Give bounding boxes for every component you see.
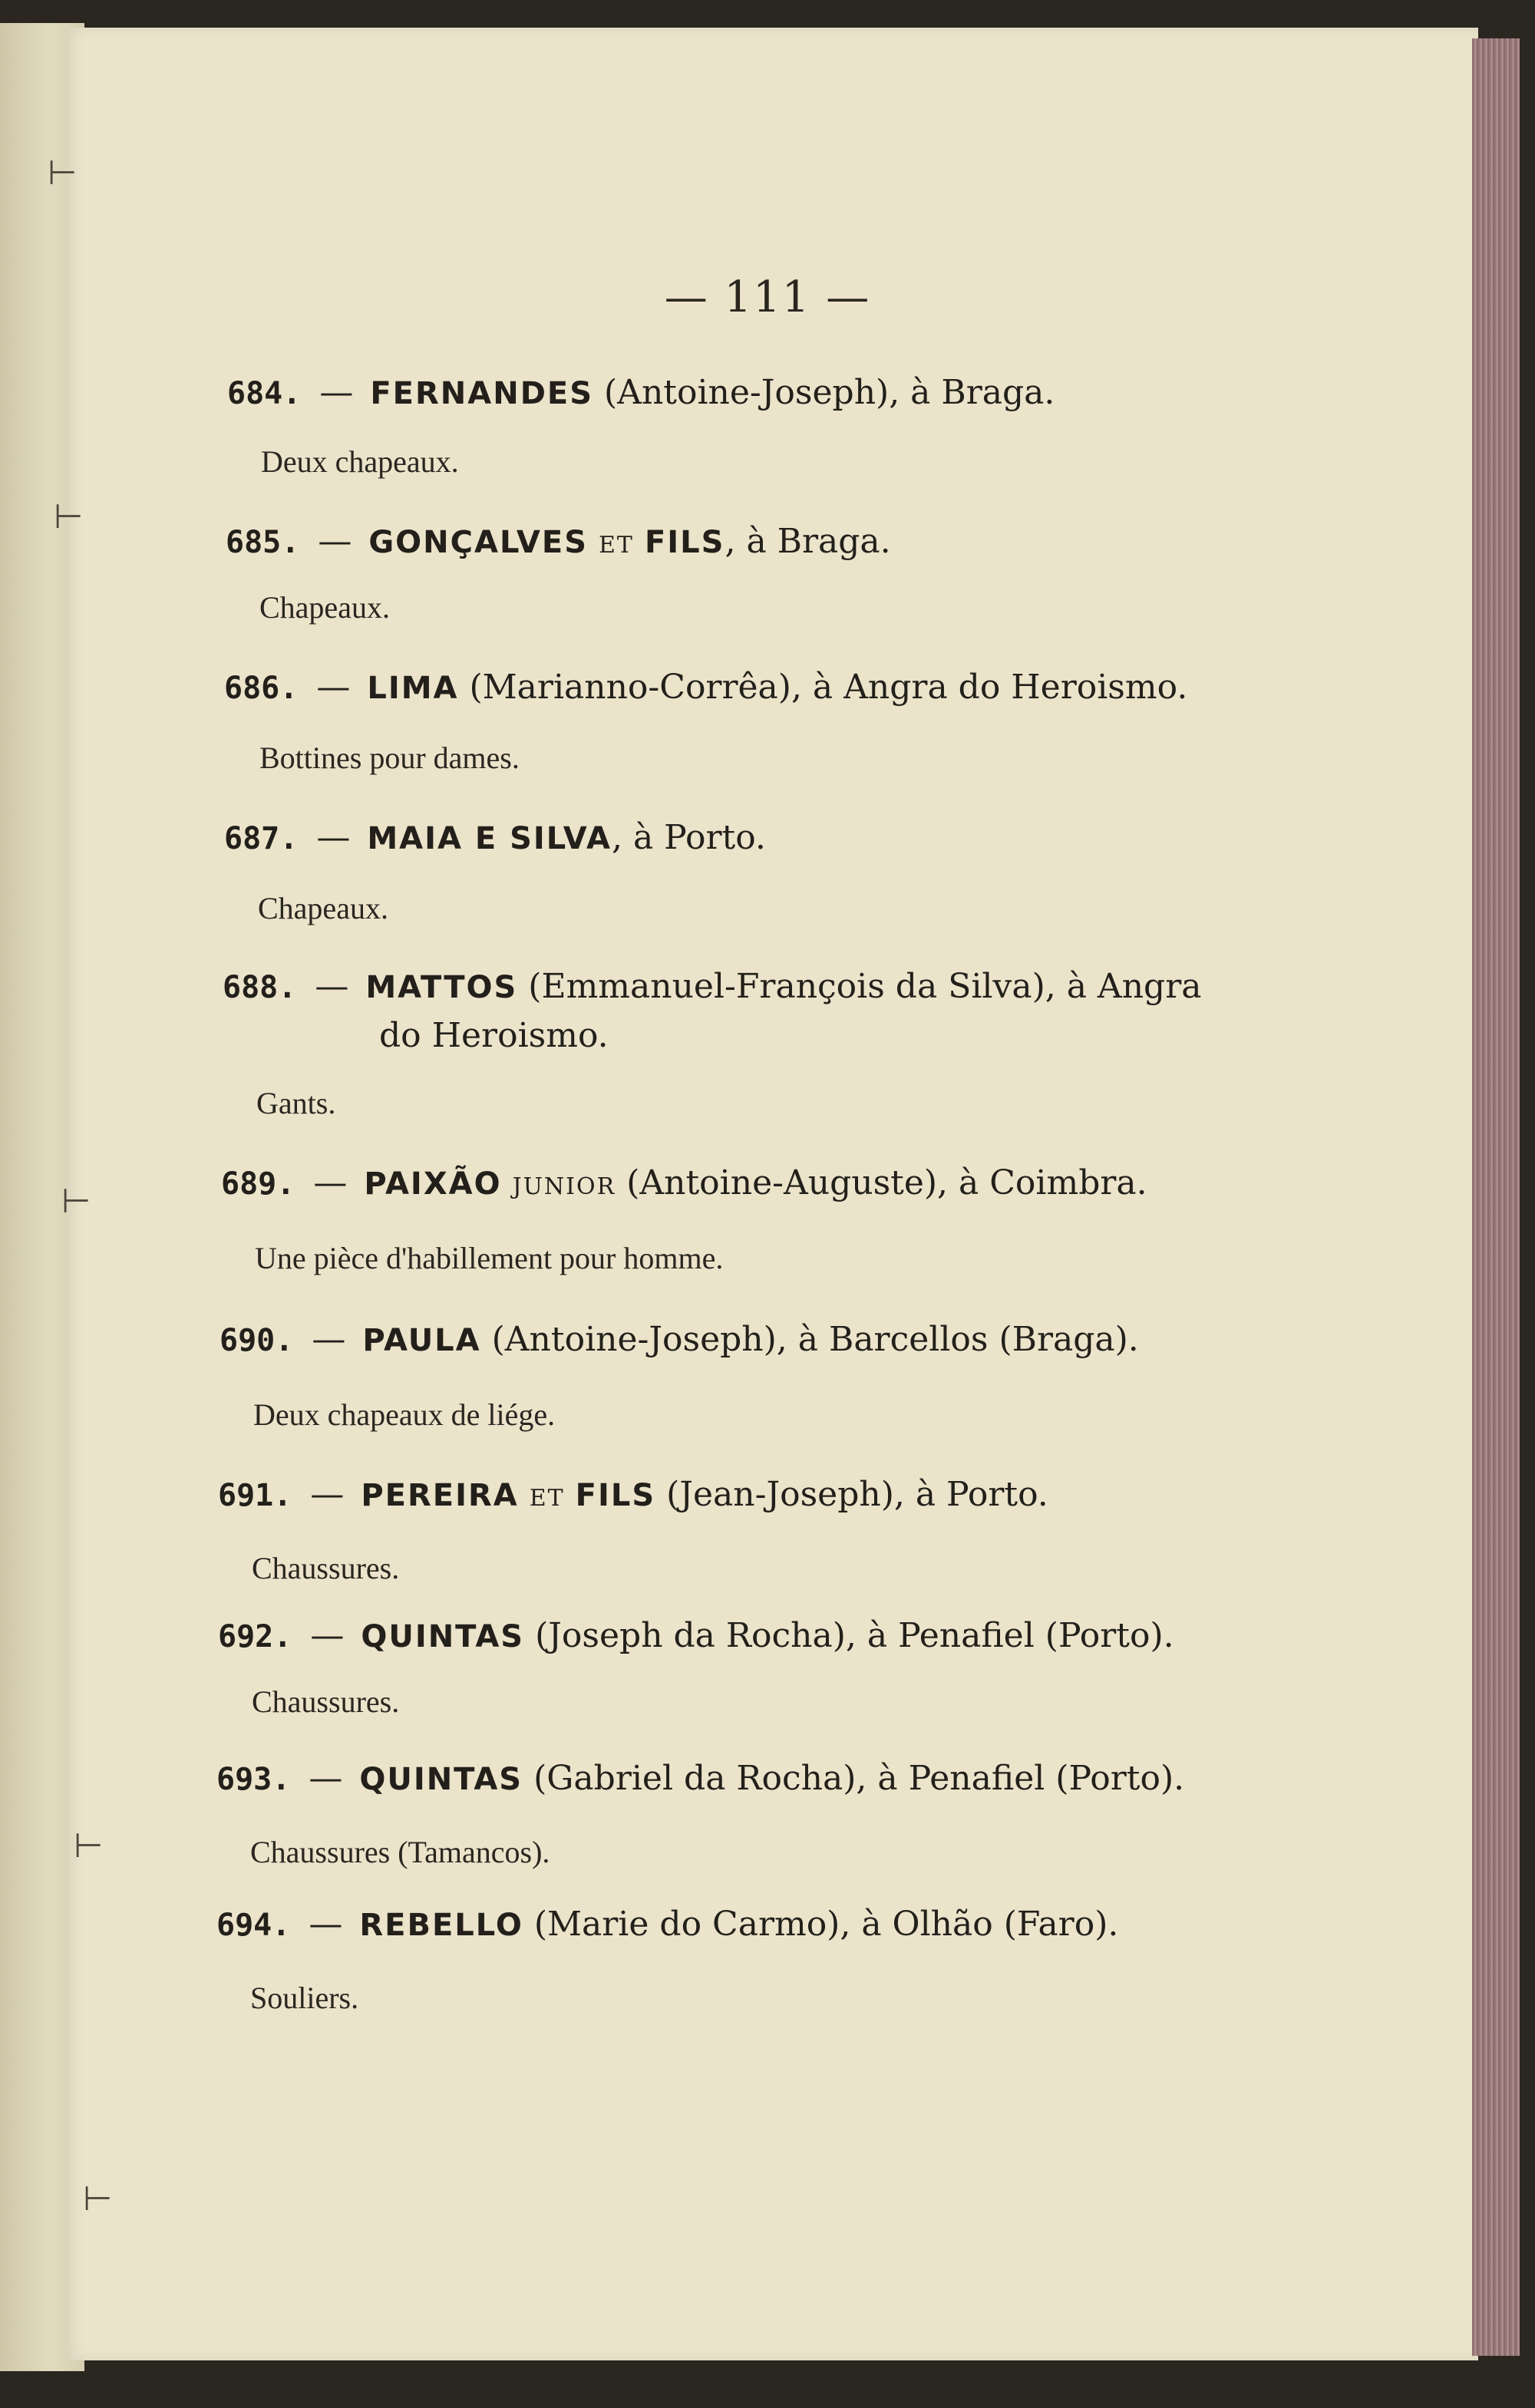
entry-685 (226, 516, 891, 572)
entry-number: 689. (221, 1166, 295, 1202)
entry-688 (223, 961, 1201, 1014)
entry-description: Chapeaux. (258, 891, 388, 925)
entry-rest: (Antoine-Joseph), à Barcellos (Braga). (480, 1320, 1139, 1359)
entry-rest: (Antoine-Auguste), à Coimbra. (616, 1163, 1147, 1202)
entry-dash: — (310, 1616, 345, 1655)
entry-name-2: FILS (644, 525, 725, 560)
entry-number: 691. (218, 1478, 292, 1513)
entry-rest: , à Porto. (611, 818, 766, 857)
entry-name: PAIXÃO (364, 1166, 502, 1202)
binding-stitch: ⊢ (83, 2179, 113, 2218)
entry-rest: (Marianno-Corrêa), à Angra do Heroismo. (458, 668, 1188, 707)
entry-687 (224, 812, 766, 865)
entry-694 (216, 1898, 1118, 1951)
page-edges (1472, 38, 1520, 2356)
entry-number: 687. (224, 821, 299, 856)
entry-number: 686. (224, 671, 299, 706)
entry-continuation: do Heroismo. (379, 1016, 609, 1055)
entry-dash: — (309, 1759, 343, 1798)
entry-description: Souliers. (250, 1981, 359, 2015)
entry-name: LIMA (367, 671, 459, 706)
entry-description: Deux chapeaux. (261, 444, 459, 479)
entry-description: Chaussures (Tamancos). (250, 1835, 550, 1869)
entry-691 (218, 1469, 1048, 1525)
entry-rest: (Joseph da Rocha), à Penafiel (Porto). (524, 1616, 1174, 1655)
entry-number: 692. (218, 1619, 292, 1654)
entry-name: QUINTAS (359, 1762, 523, 1797)
entry-number: 693. (216, 1762, 291, 1797)
entry-name: FERNANDES (370, 376, 594, 411)
entry-number: 688. (223, 970, 297, 1005)
entry-693 (216, 1753, 1184, 1806)
entry-dash: — (310, 1475, 345, 1514)
entry-description: Chaussures. (252, 1551, 400, 1585)
binding-stitch: ⊢ (48, 153, 78, 193)
entry-dash: — (316, 668, 351, 707)
entry-number: 690. (220, 1323, 294, 1358)
entry-description: Bottines pour dames. (259, 741, 520, 775)
entry-junior: JUNIOR (512, 1173, 616, 1200)
entry-name: PEREIRA (361, 1478, 519, 1513)
entry-name-2: FILS (575, 1478, 656, 1513)
entry-name: MAIA E SILVA (367, 821, 612, 856)
entry-description: Deux chapeaux de liége. (253, 1397, 556, 1432)
entry-684 (227, 367, 1055, 420)
entry-689 (221, 1157, 1147, 1213)
entry-692 (218, 1610, 1174, 1663)
entry-et: ET (529, 1485, 565, 1512)
entry-rest: (Jean-Joseph), à Porto. (655, 1475, 1048, 1514)
entry-rest: (Emmanuel-François da Silva), à Angra (517, 967, 1202, 1006)
entry-dash: — (316, 818, 351, 857)
entry-description: Chapeaux. (259, 590, 390, 625)
page-number: — 111 — (664, 272, 871, 322)
entry-et: ET (599, 532, 634, 559)
entry-dash: — (318, 522, 352, 561)
entry-description: Chaussures. (252, 1684, 400, 1719)
entry-name: PAULA (362, 1323, 481, 1358)
entry-dash: — (319, 373, 354, 412)
entry-number: 684. (227, 376, 302, 411)
entry-690 (220, 1314, 1139, 1367)
entry-rest: (Antoine-Joseph), à Braga. (593, 373, 1055, 412)
entry-number: 694. (216, 1908, 291, 1943)
entry-rest: (Marie do Carmo), à Olhão (Faro). (523, 1905, 1119, 1944)
binding-stitch: ⊢ (54, 497, 84, 536)
entry-description: Une pièce d'habillement pour homme. (255, 1241, 724, 1275)
entry-description: Gants. (256, 1086, 336, 1120)
entry-name: REBELLO (359, 1908, 523, 1943)
entry-rest: (Gabriel da Rocha), à Penafiel (Porto). (523, 1759, 1185, 1798)
binding-stitch: ⊢ (74, 1826, 104, 1865)
entry-dash: — (313, 1163, 348, 1202)
entry-name: QUINTAS (361, 1619, 525, 1654)
entry-number: 685. (226, 525, 300, 560)
entry-rest: , à Braga. (725, 522, 891, 561)
entry-dash: — (315, 967, 349, 1006)
entry-dash: — (312, 1320, 346, 1359)
entry-name: MATTOS (365, 970, 518, 1005)
entry-name: GONÇALVES (368, 525, 589, 560)
entry-dash: — (309, 1905, 343, 1944)
entry-686 (224, 661, 1187, 714)
binding-stitch: ⊢ (61, 1182, 91, 1221)
